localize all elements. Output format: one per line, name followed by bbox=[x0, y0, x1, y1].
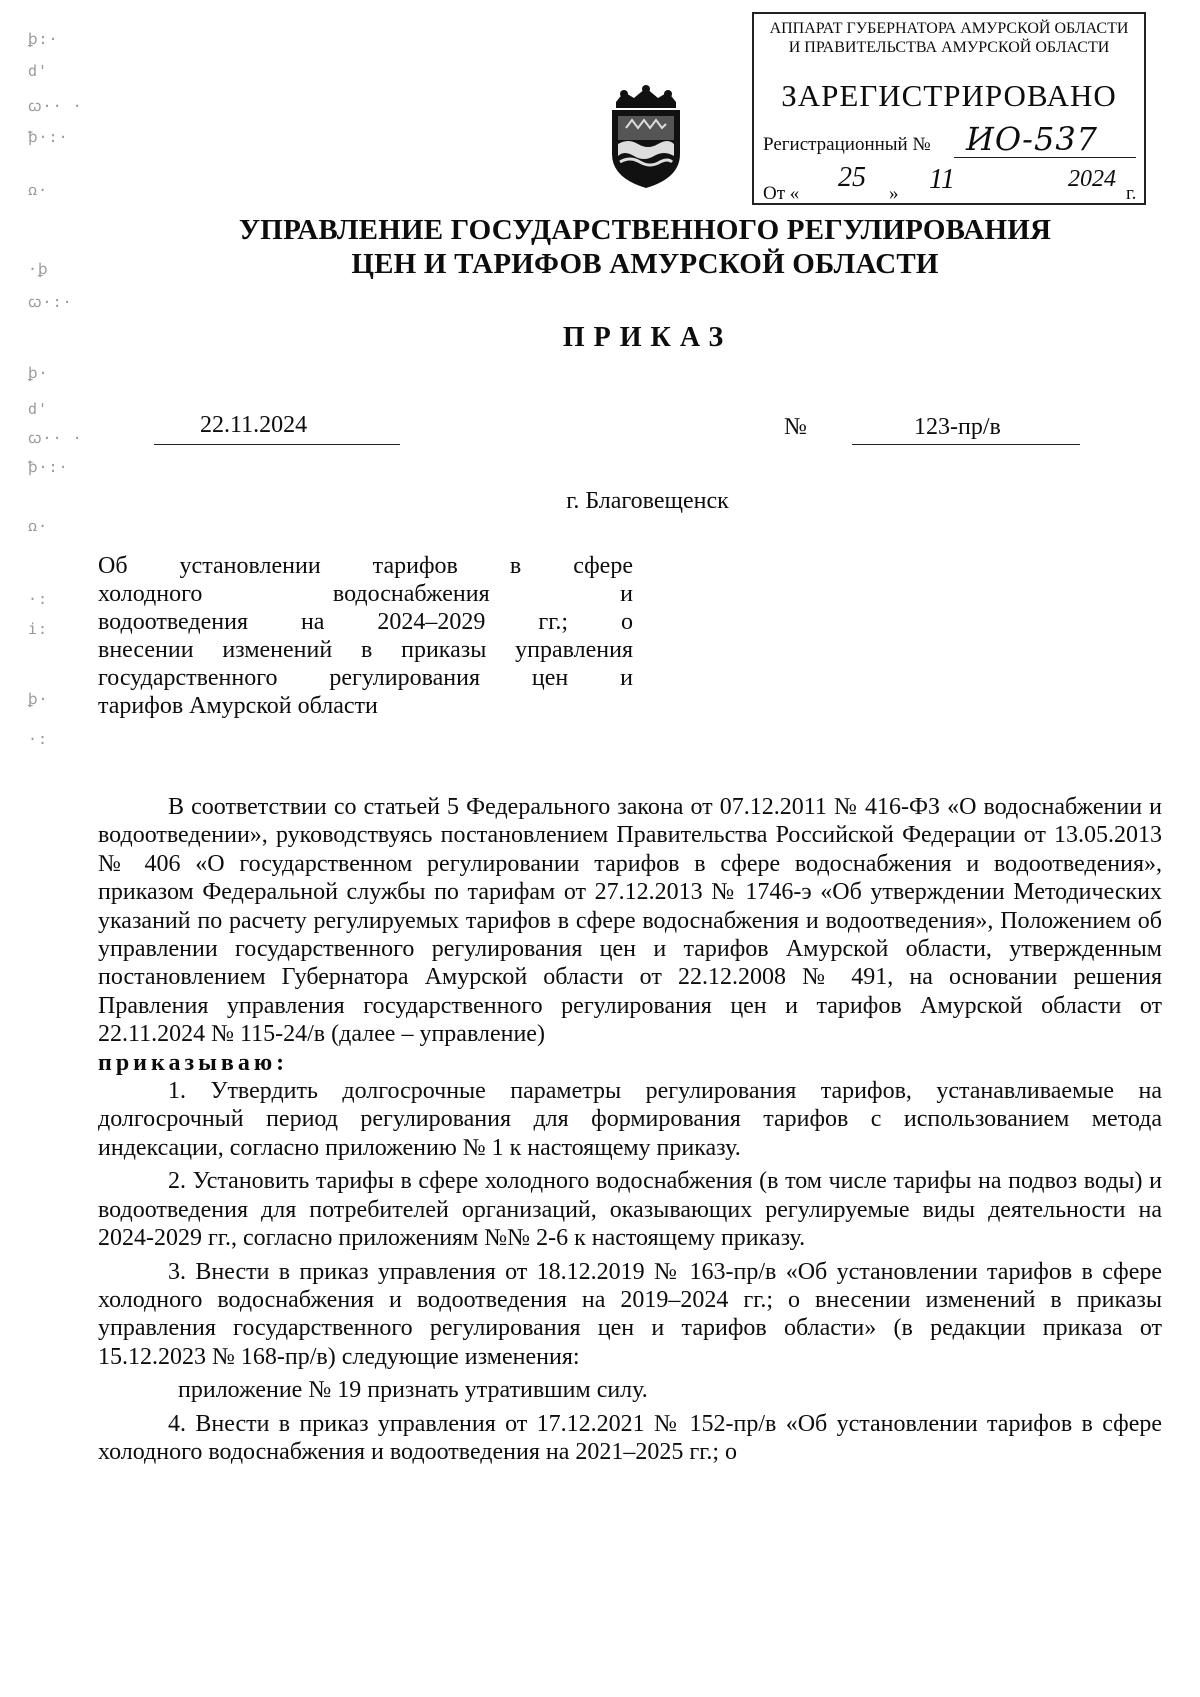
stamp-date-mid: » bbox=[889, 183, 899, 204]
stamp-date-underline bbox=[812, 204, 1122, 205]
stamp-reg-underline bbox=[954, 157, 1136, 158]
coat-of-arms-icon bbox=[606, 84, 686, 190]
order-body bbox=[98, 793, 1162, 1466]
stamp-reg-number: ИО-537 bbox=[966, 120, 1099, 158]
stamp-date-prefix: От « bbox=[763, 183, 800, 204]
subject-line: государственного регулирования цен и bbox=[98, 665, 633, 691]
stamp-day: 25 bbox=[838, 162, 866, 193]
org-name-line1: УПРАВЛЕНИЕ ГОСУДАРСТВЕННОГО РЕГУЛИРОВАНИЯ bbox=[238, 214, 1052, 246]
document-type-title: ПРИКАЗ bbox=[562, 322, 733, 353]
stamp-status: ЗАРЕГИСТРИРОВАНО bbox=[781, 78, 1117, 113]
margin-scan-artifacts: ꝧ:· d' ꞷ·· · ꝥ·:· ꭥ· ·ꝧ ꞷ·:· ꝧ· d' ꞷ·· · ꝥ·:· ꭥ· ·: i: ꝧ· ·: bbox=[28, 30, 83, 748]
order-subject bbox=[98, 552, 633, 720]
item-1-paragraph: 1. Утвердить долгосрочные параметры регулирования тарифов, устанавливаемые на долгосрочный период регулирования для формирования тарифов с использованием метода индексации, согласно приложению № 1 к настоящему приказу. bbox=[98, 1078, 1162, 1161]
subject-line: холодного водоснабжения и bbox=[98, 581, 633, 607]
item-2-paragraph: 2. Установить тарифы в сфере холодного водоснабжения (в том числе тарифы на подвоз воды) и водоотведения для потребителей организаций, оказывающих регулируемые виды деятельности на 2024-2029 гг., согласно приложениям №№ 2-6 к настоящему приказу. bbox=[98, 1168, 1162, 1252]
org-name-line2: ЦЕН И ТАРИФОВ АМУРСКОЙ ОБЛАСТИ bbox=[351, 248, 939, 280]
subject-line: внесении изменений в приказы управления bbox=[98, 637, 633, 663]
stamp-header-line1: АППАРАТ ГУБЕРНАТОРА АМУРСКОЙ ОБЛАСТИ bbox=[769, 20, 1129, 37]
order-date: 22.11.2024 bbox=[200, 412, 308, 438]
order-number: 123-пр/в bbox=[914, 414, 1001, 440]
stamp-year-suffix: г. bbox=[1126, 183, 1137, 204]
city: г. Благовещенск bbox=[566, 488, 729, 514]
order-number-label: № bbox=[784, 414, 807, 440]
subject-line: тарифов Амурской области bbox=[98, 693, 378, 719]
item-4-paragraph: 4. Внести в приказ управления от 17.12.2021 № 152-пр/в «Об установлении тарифов в сфере холодного водоснабжения и водоотведения на 2021–2025 гг.; о bbox=[98, 1410, 1162, 1465]
order-word: приказываю: bbox=[98, 1049, 289, 1076]
registration-stamp bbox=[752, 12, 1146, 205]
preamble-paragraph: В соответствии со статьей 5 Федерального закона от 07.12.2011 № 416-ФЗ «О водоснабжении и водоотведении», руководствуясь постановлением Правительства Российской Федерации от 13.05.2013 № 406 «О государственном регулировании тарифов в сфере водоснабжения и водоотведения», приказом Федеральной службы по тарифам от 27.12.2013 № 1746-э «Об утверждении Методических указаний по расчету регулируемых тарифов в сфере водоснабжения и водоотведения», Положением об управлении государственного регулирования цен и тарифов Амурской области, утвержденным постановлением Губернатора Амурской области от 22.12.2008 № 491, на основании решения Правления управления государственного регулирования цен и тарифов Амурской области от 22.11.2024 № 115-24/в (далее – управление) bbox=[98, 794, 1162, 1048]
order-date-underline bbox=[154, 444, 400, 445]
stamp-reg-label: Регистрационный № bbox=[763, 134, 931, 155]
subject-line: Об установлении тарифов в сфере bbox=[98, 553, 633, 579]
stamp-year: 2024 bbox=[1068, 166, 1116, 192]
item-3-subitem: приложение № 19 признать утратившим силу. bbox=[178, 1377, 648, 1404]
order-number-underline bbox=[852, 444, 1080, 445]
item-3-paragraph: 3. Внести в приказ управления от 18.12.2019 № 163-пр/в «Об установлении тарифов в сфере холодного водоснабжения и водоотведения на 2019–2024 гг.; о внесении изменений в приказы управления государственного регулирования цен и тарифов области» (в редакции приказа от 15.12.2023 № 168-пр/в) следующие изменения: bbox=[98, 1258, 1162, 1370]
subject-line: водоотведения на 2024–2029 гг.; о bbox=[98, 609, 633, 635]
stamp-month: 11 bbox=[929, 164, 955, 195]
stamp-header-line2: И ПРАВИТЕЛЬСТВА АМУРСКОЙ ОБЛАСТИ bbox=[788, 39, 1110, 56]
